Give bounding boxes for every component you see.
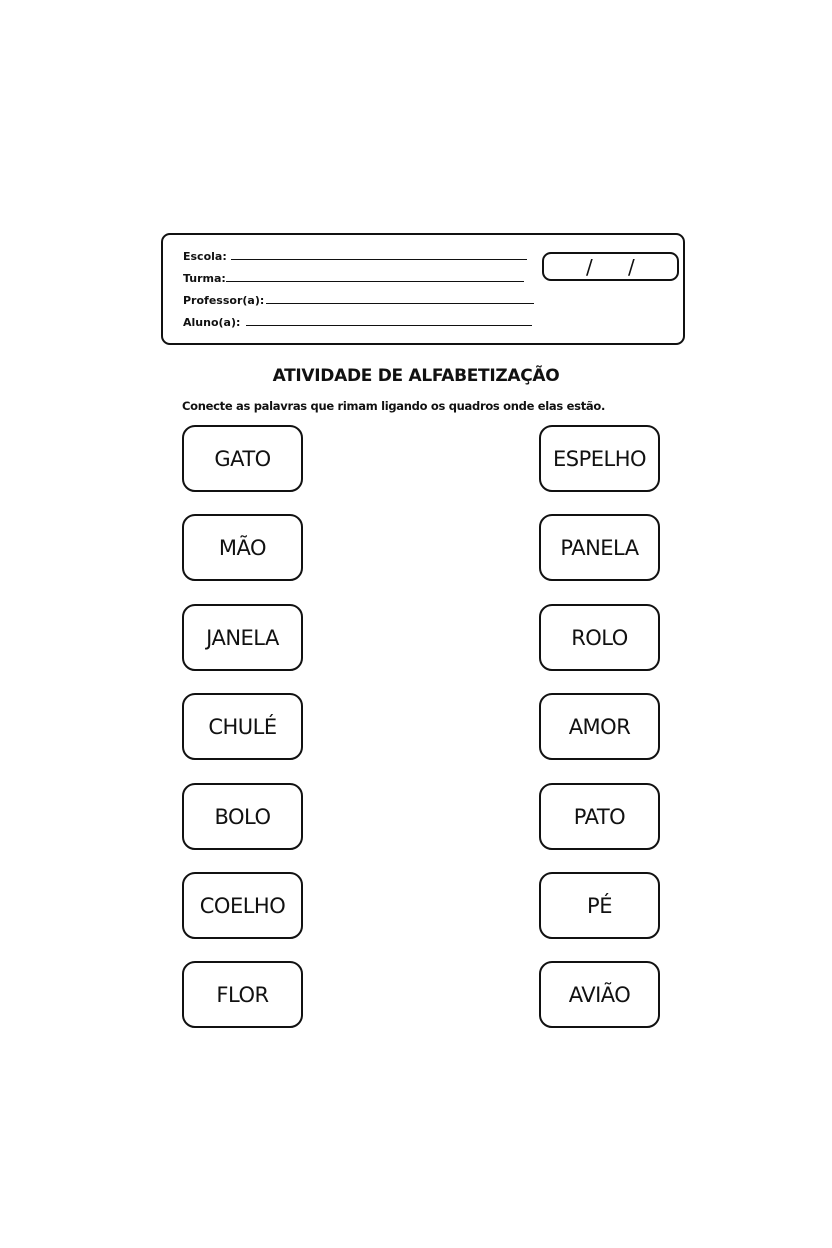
teacher-line[interactable]: [266, 303, 534, 304]
student-line[interactable]: [246, 325, 532, 326]
date-slash-1: /: [586, 255, 593, 279]
word-box-left[interactable]: JANELA: [182, 604, 303, 671]
activity-instruction: Conecte as palavras que rimam ligando os quadros onde elas estão.: [182, 399, 606, 413]
student-field[interactable]: [183, 313, 532, 329]
word-box-right[interactable]: PATO: [539, 783, 660, 850]
class-label: Turma:: [183, 272, 226, 285]
word-box-right[interactable]: ESPELHO: [539, 425, 660, 492]
student-label: Aluno(a):: [183, 316, 241, 329]
word-box-left[interactable]: GATO: [182, 425, 303, 492]
word-box-left[interactable]: CHULÉ: [182, 693, 303, 760]
word-box-right[interactable]: AVIÃO: [539, 961, 660, 1028]
word-box-right[interactable]: PANELA: [539, 514, 660, 581]
class-line[interactable]: [226, 281, 524, 282]
word-box-right[interactable]: AMOR: [539, 693, 660, 760]
school-line[interactable]: [231, 259, 527, 260]
activity-title: ATIVIDADE DE ALFABETIZAÇÃO: [272, 366, 560, 386]
date-box[interactable]: [542, 252, 679, 281]
word-box-left[interactable]: FLOR: [182, 961, 303, 1028]
school-field[interactable]: [183, 247, 527, 263]
header-form-box: [161, 233, 685, 345]
school-label: Escola:: [183, 250, 227, 263]
word-box-right[interactable]: ROLO: [539, 604, 660, 671]
word-box-right[interactable]: PÉ: [539, 872, 660, 939]
word-box-left[interactable]: BOLO: [182, 783, 303, 850]
word-box-left[interactable]: MÃO: [182, 514, 303, 581]
teacher-label: Professor(a):: [183, 294, 265, 307]
word-box-left[interactable]: COELHO: [182, 872, 303, 939]
date-slash-2: /: [628, 255, 635, 279]
class-field[interactable]: [183, 269, 524, 285]
teacher-field[interactable]: [183, 291, 534, 307]
